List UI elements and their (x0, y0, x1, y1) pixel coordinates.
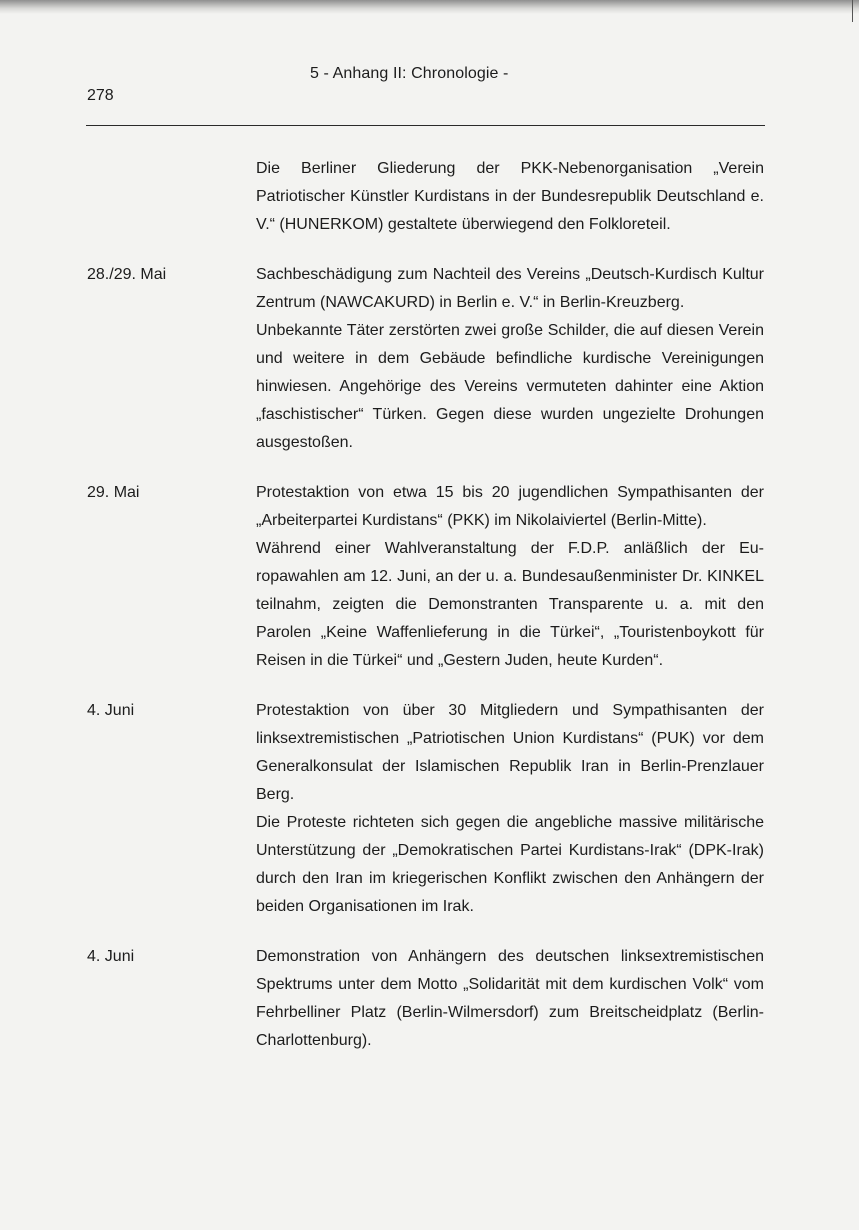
entry-date: 28./29. Mai (87, 266, 167, 283)
entry-paragraph: Die Berliner Gliederung der PKK-Nebenorganisation „Verein Patriotischer Künstler Kurdistans in der Bundesrepublik Deutschland e. V.“ (HUNERKOM) gestaltete überwiegend den Folkloreteil. (256, 160, 764, 233)
entry-paragraph: Protestaktion von etwa 15 bis 20 jugendlichen Sympathisanten der „Arbeiterpartei Kurdistans“ (PKK) im Nikolaiviertel (Berlin-Mitte). (256, 484, 764, 529)
entry-body (256, 155, 764, 239)
entry-paragraph: Während einer Wahlveranstaltung der F.D.P. anläßlich der Europawahlen am 12. Juni, an der u. a. Bundesaußenminister Dr. KINKEL teilnahm, zeigten die Demonstranten Transparente u. a. mit den Parolen „Keine Waffenlieferung in die Türkei“, „Touristenboykott für Reisen in die Türkei“ und „Gestern Juden, heute Kurden“. (256, 540, 764, 669)
entry-date: 4. Juni (87, 948, 135, 965)
page-number: 278 (87, 87, 114, 104)
chronology-entry (0, 479, 859, 675)
running-title: 5 - Anhang II: Chronologie - (310, 65, 509, 82)
scan-shadow (0, 0, 859, 14)
chronology-entry (0, 261, 859, 457)
entry-body (256, 479, 764, 675)
header-rule (86, 125, 765, 126)
entry-paragraph: Demonstration von Anhängern des deutschen linksextremistischen Spektrums unter dem Motto „Solidarität mit dem kurdischen Volk“ vom Fehrbelliner Platz (Berlin-Wilmersdorf) zum Breitscheidplatz (Berlin-Charlottenburg). (256, 948, 764, 1049)
entry-body (256, 697, 764, 921)
chronology-entry (0, 943, 859, 1055)
entry-paragraph: Unbekannte Täter zerstörten zwei große Schilder, die auf diesen Verein und weitere in dem Gebäude befindliche kurdische Vereinigungen hinwiesen. Angehörige des Vereins vermuteten dahinter eine Aktion „faschistischer“ Türken. Gegen diese wurden ungezielte Drohungen ausgestoßen. (256, 322, 764, 451)
entry-paragraph: Protestaktion von über 30 Mitgliedern und Sympathisanten der linksextremistischen „Patriotischen Union Kurdistans“ (PUK) vor dem Generalkonsulat der Islamischen Republik Iran in Berlin-Prenzlauer Berg. (256, 702, 764, 803)
entry-body (256, 943, 764, 1055)
entry-date: 29. Mai (87, 484, 140, 501)
entry-paragraph: Sachbeschädigung zum Nachteil des Vereins „Deutsch-Kurdisch Kultur Zentrum (NAWCAKURD) in Berlin e. V.“ in Berlin-Kreuzberg. (256, 266, 764, 311)
chronology-entry (0, 155, 859, 239)
chronology-entries (0, 155, 859, 1077)
scan-edge-mark (852, 0, 853, 22)
entry-body (256, 261, 764, 457)
entry-date: 4. Juni (87, 702, 135, 719)
chronology-entry (0, 697, 859, 921)
entry-paragraph: Die Proteste richteten sich gegen die angebliche massive militärische Unterstützung der „Demokratischen Partei Kurdistans-Irak“ (DPK-Irak) durch den Iran im kriegerischen Konflikt zwischen den Anhängern der beiden Organisationen im Irak. (256, 814, 764, 915)
